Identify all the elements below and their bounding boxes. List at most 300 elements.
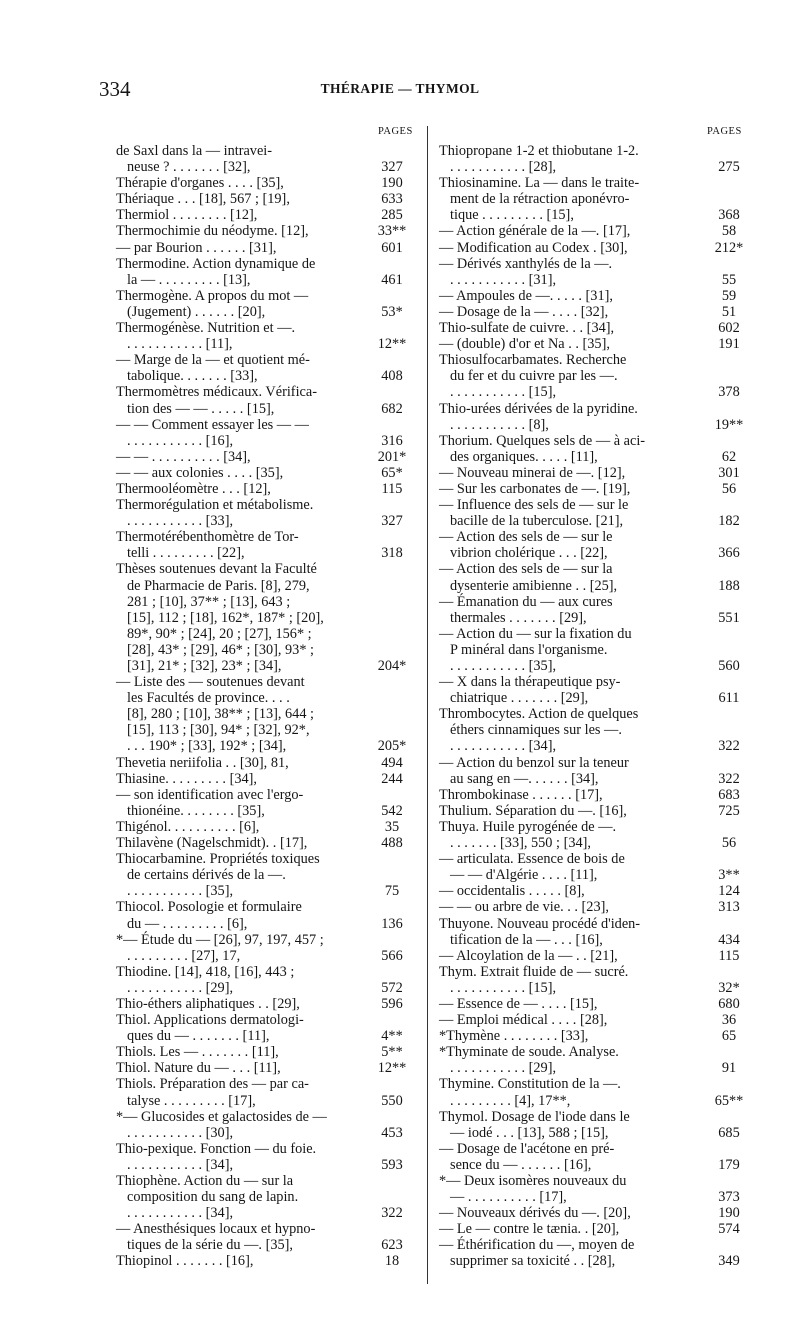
entry-text: Thuya. Huile pyrogénée de —. (439, 818, 617, 835)
entry-page-number: 188 (718, 577, 740, 594)
entry-page-number: 611 (718, 690, 740, 707)
entry-page-number: 285 (381, 207, 403, 224)
column-divider (427, 126, 428, 1284)
entry-text: thionéine. . . . . . . . [35], (127, 802, 265, 819)
entry-text: Thio-urées dérivées de la pyridine. (439, 400, 638, 417)
entry-text: . . . . . . . . . . . [33], (127, 513, 234, 530)
index-entry-line (439, 449, 753, 465)
entry-text: supprimer sa toxicité . . [28], (450, 1253, 616, 1270)
entry-text: — Action du benzol sur la teneur (439, 754, 629, 771)
entry-text: . . . . . . . . . . . [15], (450, 979, 557, 996)
entry-text: . . . . . . . . . . . [29], (127, 979, 234, 996)
entry-page-number: 212* (714, 239, 744, 256)
entry-text: Thermorégulation et métabolisme. (116, 497, 314, 514)
index-entry-line (116, 272, 416, 288)
entry-text: tion des — — . . . . . [15], (127, 400, 275, 417)
entry-text: — Émanation du — aux cures (439, 593, 613, 610)
entry-text: [31], 21* ; [32], 23* ; [34], (127, 658, 282, 674)
entry-text: Thorium. Quelques sels de — à aci- (439, 432, 646, 449)
index-entry-line (439, 256, 753, 272)
entry-text: — Ampoules de —. . . . . [31], (439, 287, 613, 304)
entry-page-number: 4** (381, 1028, 403, 1045)
entry-page-number: 301 (718, 464, 740, 481)
entry-page-number: 191 (718, 336, 740, 353)
index-entry-line (116, 1253, 416, 1269)
entry-page-number: 58 (721, 223, 737, 240)
index-entry-line (439, 1028, 753, 1044)
entry-page-number: 551 (718, 609, 740, 626)
index-entry-line (116, 240, 416, 256)
index-entry-line (439, 191, 753, 207)
entry-text: 281 ; [10], 37** ; [13], 643 ; (127, 593, 291, 610)
entry-page-number: 488 (381, 835, 403, 852)
index-entry-line (116, 513, 416, 529)
index-entry-line (116, 320, 416, 336)
entry-text: *Thymène . . . . . . . . [33], (439, 1028, 589, 1045)
entry-text: Thymol. Dosage de l'iode dans le (439, 1108, 630, 1125)
index-entry-line (116, 771, 416, 787)
entry-text: — Le — contre le tænia. . [20], (439, 1221, 620, 1238)
entry-page-number: 19** (714, 416, 744, 433)
index-entry-line (439, 223, 753, 239)
entry-text: tique . . . . . . . . . [15], (450, 207, 574, 224)
entry-text: *Thyminate de soude. Analyse. (439, 1044, 619, 1061)
index-entry-line (116, 159, 416, 175)
entry-page-number: 275 (718, 159, 740, 176)
index-entry-line (116, 191, 416, 207)
index-entry-line (116, 851, 416, 867)
entry-text: Thiophène. Action du — sur la (116, 1173, 294, 1189)
entry-text: Thulium. Séparation du —. [16], (439, 802, 627, 819)
entry-text: — Action des sels de — sur la (439, 561, 613, 578)
entry-text: Thiodine. [14], 418, [16], 443 ; (116, 963, 295, 980)
index-entry-line (439, 352, 753, 368)
entry-text: Thiols. Les — . . . . . . . [11], (116, 1044, 279, 1061)
entry-page-number: 59 (721, 287, 737, 304)
index-entry-line (116, 674, 416, 690)
index-entry-line (439, 1205, 753, 1221)
index-entry-line (116, 755, 416, 771)
index-entry-line (116, 449, 416, 465)
entry-text: Thigénol. . . . . . . . . . [6], (116, 818, 260, 835)
index-entry-line (116, 1125, 416, 1141)
index-entry-line (116, 1060, 416, 1076)
index-entry-line (439, 1141, 753, 1157)
entry-page-number: 601 (381, 239, 403, 256)
index-entry-line (439, 1157, 753, 1173)
pages-column-label-right: PAGES (707, 126, 742, 137)
entry-text: . . . . . . . . . . . [30], (127, 1124, 234, 1141)
index-entry-line (116, 610, 416, 626)
entry-text: [8], 280 ; [10], 38** ; [13], 644 ; (127, 706, 315, 723)
index-entry-line (116, 481, 416, 497)
index-entry-line (439, 1060, 753, 1076)
entry-page-number: 91 (721, 1060, 737, 1077)
index-entry-line (116, 1189, 416, 1205)
index-entry-line (439, 513, 753, 529)
index-entry-line (116, 658, 416, 674)
entry-text: — iodé . . . [13], 588 ; [15], (450, 1124, 609, 1141)
index-entry-line (439, 465, 753, 481)
index-entry-line (439, 738, 753, 754)
entry-text: . . . . . . . . . . . [15], (450, 384, 557, 401)
index-entry-line (116, 529, 416, 545)
entry-text: thermales . . . . . . . [29], (450, 609, 587, 626)
index-entry-line (116, 256, 416, 272)
entry-text: Thiocol. Posologie et formulaire (116, 899, 302, 916)
entry-text: du — . . . . . . . . . [6], (127, 915, 248, 932)
entry-text: — — aux colonies . . . . [35], (116, 464, 284, 481)
index-entry-line (116, 352, 416, 368)
index-entry-line (439, 948, 753, 964)
entry-page-number: 680 (718, 995, 740, 1012)
entry-page-number: 190 (718, 1205, 740, 1222)
entry-text: Thymine. Constitution de la —. (439, 1076, 621, 1093)
entry-text: — Essence de — . . . . [15], (439, 995, 598, 1012)
index-entry-line (439, 803, 753, 819)
entry-text: — articulata. Essence de bois de (439, 851, 625, 868)
index-entry-line (116, 835, 416, 851)
index-entry-line (116, 1157, 416, 1173)
index-entry-line (116, 948, 416, 964)
index-entry-line (439, 690, 753, 706)
entry-text: Thio-pexique. Fonction — du foie. (116, 1140, 317, 1157)
index-entry-line (116, 594, 416, 610)
entry-page-number: 327 (381, 159, 403, 176)
index-entry-line (439, 706, 753, 722)
entry-text: — Action des sels de — sur le (439, 529, 613, 546)
entry-text: — Emploi médical . . . . [28], (439, 1012, 608, 1029)
index-entry-line (116, 368, 416, 384)
entry-text: — Sur les carbonates de —. [19], (439, 480, 631, 497)
index-entry-line (439, 368, 753, 384)
entry-page-number: 596 (381, 995, 403, 1012)
index-entry-line (439, 1093, 753, 1109)
entry-page-number: 136 (381, 915, 403, 932)
index-entry-line (439, 996, 753, 1012)
entry-text: tiques de la série du —. [35], (127, 1237, 293, 1254)
index-entry-line (439, 867, 753, 883)
entry-text: de Pharmacie de Paris. [8], 279, (127, 577, 310, 594)
entry-text: Thym. Extrait fluide de — sucré. (439, 963, 629, 980)
entry-text: Thiol. Nature du — . . . [11], (116, 1060, 281, 1077)
index-entry-line (439, 159, 753, 175)
entry-text: — Anesthésiques locaux et hypno- (116, 1221, 316, 1238)
index-entry-line (116, 738, 416, 754)
entry-text: Thermogénèse. Nutrition et —. (116, 320, 296, 337)
index-entry-line (116, 964, 416, 980)
entry-page-number: 33** (377, 223, 407, 240)
entry-text: chiatrique . . . . . . . [29], (450, 690, 589, 707)
entry-page-number: 204* (377, 658, 407, 674)
entry-text: *— Glucosides et galactosides de — (116, 1108, 327, 1125)
entry-text: au sang en —. . . . . . [34], (450, 770, 599, 787)
entry-page-number: 542 (381, 802, 403, 819)
index-entry-line (439, 561, 753, 577)
index-entry-line (439, 401, 753, 417)
entry-text: 89*, 90* ; [24], 20 ; [27], 156* ; (127, 625, 312, 642)
entry-page-number: 115 (718, 947, 740, 964)
index-entry-line (116, 143, 416, 159)
index-entry-line (439, 336, 753, 352)
entry-text: . . . . . . . . . . . [16], (127, 432, 234, 449)
index-entry-line (439, 851, 753, 867)
index-entry-line (439, 240, 753, 256)
entry-text: Thrombokinase . . . . . . [17], (439, 786, 603, 803)
entry-text: Thermodine. Action dynamique de (116, 255, 316, 272)
entry-text: Thérapie d'organes . . . . [35], (116, 175, 284, 192)
index-entry-line (439, 642, 753, 658)
index-entry-line (116, 1044, 416, 1060)
entry-page-number: 366 (718, 545, 740, 562)
index-entry-line (439, 755, 753, 771)
entry-text: Thermogène. A propos du mot — (116, 287, 309, 304)
index-entry-line (116, 207, 416, 223)
entry-text: — . . . . . . . . . . [17], (450, 1189, 567, 1206)
entry-text: — — Comment essayer les — — (116, 416, 309, 433)
index-entry-line (116, 223, 416, 239)
index-entry-line (116, 1028, 416, 1044)
entry-page-number: 18 (384, 1253, 400, 1270)
entry-text: talyse . . . . . . . . . [17], (127, 1092, 256, 1109)
entry-text: P minéral dans l'organisme. (450, 641, 608, 658)
entry-text: . . . . . . . . . . . [29], (450, 1060, 557, 1077)
entry-text: Thermotérébenthomètre de Tor- (116, 529, 299, 546)
index-entry-line (116, 578, 416, 594)
entry-page-number: 56 (721, 480, 737, 497)
entry-text: Thiopinol . . . . . . . [16], (116, 1253, 254, 1270)
index-entry-line (439, 304, 753, 320)
entry-page-number: 572 (381, 979, 403, 996)
index-entry-line (116, 787, 416, 803)
entry-page-number: 313 (718, 899, 740, 916)
index-entry-line (116, 932, 416, 948)
entry-page-number: 602 (718, 320, 740, 337)
entry-text: — X dans la thérapeutique psy- (439, 674, 621, 691)
entry-text: — Dosage de la — . . . . [32], (439, 303, 609, 320)
entry-text: Thermiol . . . . . . . . [12], (116, 207, 258, 224)
entry-text: — (double) d'or et Na . . [35], (439, 336, 610, 353)
entry-text: [15], 113 ; [30], 94* ; [32], 92*, (127, 722, 310, 739)
entry-text: — Nouveaux dérivés du —. [20], (439, 1205, 631, 1222)
entry-text: — Marge de la — et quotient mé- (116, 352, 310, 369)
index-entry-line (439, 1109, 753, 1125)
entry-page-number: 62 (721, 448, 737, 465)
index-entry-line (439, 384, 753, 400)
entry-page-number: 205* (377, 738, 407, 755)
index-entry-line (116, 1205, 416, 1221)
index-entry-line (116, 561, 416, 577)
entry-text: vibrion cholérique . . . [22], (450, 545, 608, 562)
entry-page-number: 550 (381, 1092, 403, 1109)
entry-page-number: 12** (377, 1060, 407, 1077)
entry-page-number: 623 (381, 1237, 403, 1254)
entry-text: . . . . . . . . . . . [34], (127, 1156, 234, 1173)
index-entry-line (116, 980, 416, 996)
entry-text: — — . . . . . . . . . . [34], (116, 448, 251, 465)
entry-text: neuse ? . . . . . . . [32], (127, 159, 251, 176)
entry-page-number: 5** (381, 1044, 403, 1061)
entry-page-number: 322 (718, 738, 740, 755)
entry-page-number: 65 (721, 1028, 737, 1045)
entry-page-number: 560 (718, 658, 740, 674)
entry-text: Thiasine. . . . . . . . . [34], (116, 770, 257, 787)
entry-text: Thiol. Applications dermatologi- (116, 1012, 304, 1029)
entry-text: Thio-sulfate de cuivre. . . [34], (439, 320, 615, 337)
entry-text: [28], 43* ; [29], 46* ; [30], 93* ; (127, 641, 315, 658)
index-entry-line (439, 288, 753, 304)
index-entry-line (116, 916, 416, 932)
entry-text: *— Étude du — [26], 97, 197, 457 ; (116, 931, 324, 948)
index-entry-line (439, 143, 753, 159)
entry-page-number: 53* (381, 303, 403, 320)
index-entry-line (439, 320, 753, 336)
index-entry-line (116, 384, 416, 400)
entry-text: . . . . . . . . . [27], 17, (127, 947, 241, 964)
entry-text: — — ou arbre de vie. . . [23], (439, 899, 609, 916)
entry-page-number: 461 (381, 271, 403, 288)
entry-text: Thermomètres médicaux. Vérifica- (116, 384, 317, 401)
index-entry-line (439, 1125, 753, 1141)
entry-text: . . . . . . . . . . . [8], (450, 416, 549, 433)
index-entry-line (116, 867, 416, 883)
entry-text: Thermochimie du néodyme. [12], (116, 223, 309, 240)
entry-page-number: 633 (381, 191, 403, 208)
index-entry-line (116, 497, 416, 513)
entry-text: — Influence des sels de — sur le (439, 497, 629, 514)
index-entry-line (116, 1173, 416, 1189)
entry-text: . . . . . . . . . . . [28], (450, 159, 557, 176)
entry-text: . . . . . . . . . . . [35], (450, 658, 557, 674)
entry-page-number: 349 (718, 1253, 740, 1270)
entry-text: — — d'Algérie . . . . [11], (450, 867, 598, 884)
index-entry-line (116, 626, 416, 642)
entry-page-number: 453 (381, 1124, 403, 1141)
entry-text: Thio-éthers aliphatiques . . [29], (116, 995, 300, 1012)
entry-page-number: 322 (381, 1205, 403, 1222)
entry-text: les Facultés de province. . . . (127, 690, 290, 707)
index-entry-line (439, 980, 753, 996)
index-entry-line (439, 529, 753, 545)
entry-page-number: 36 (721, 1012, 737, 1029)
index-entry-line (116, 819, 416, 835)
index-entry-line (439, 594, 753, 610)
index-entry-line (439, 771, 753, 787)
entry-text: . . . . . . . . . [4], 17**, (450, 1092, 571, 1109)
entry-page-number: 201* (377, 448, 407, 465)
index-entry-line (116, 642, 416, 658)
index-entry-line (439, 1012, 753, 1028)
entry-page-number: 725 (718, 802, 740, 819)
index-entry-line (116, 545, 416, 561)
entry-page-number: 574 (718, 1221, 740, 1238)
index-entry-line (439, 932, 753, 948)
entry-text: composition du sang de lapin. (127, 1189, 299, 1206)
index-entry-line (116, 706, 416, 722)
entry-page-number: 682 (381, 400, 403, 417)
entry-text: . . . . . . . . . . . [34], (450, 738, 557, 755)
entry-text: Thèses soutenues devant la Faculté (116, 561, 317, 578)
index-entry-line (439, 272, 753, 288)
index-entry-line (439, 1044, 753, 1060)
entry-text: Thériaque . . . [18], 567 ; [19], (116, 191, 290, 208)
entry-text: de Saxl dans la — intravei- (116, 143, 273, 159)
entry-page-number: 685 (718, 1124, 740, 1141)
entry-text: des organiques. . . . . [11], (450, 448, 598, 465)
entry-text: Thermooléomètre . . . [12], (116, 480, 271, 497)
entry-text: Thuyone. Nouveau procédé d'iden- (439, 915, 641, 932)
entry-page-number: 35 (384, 818, 400, 835)
index-entry-line (116, 401, 416, 417)
index-entry-line (439, 658, 753, 674)
entry-text: (Jugement) . . . . . . [20], (127, 303, 266, 320)
index-entry-line (439, 674, 753, 690)
index-entry-line (116, 1012, 416, 1028)
entry-text: ques du — . . . . . . . [11], (127, 1028, 270, 1045)
entry-page-number: 368 (718, 207, 740, 224)
index-entry-line (439, 1189, 753, 1205)
entry-page-number: 51 (721, 303, 737, 320)
index-entry-line (439, 417, 753, 433)
entry-text: . . . . . . . . . . . [31], (450, 271, 557, 288)
entry-text: . . . . . . . . . . . [35], (127, 883, 234, 900)
entry-page-number: 408 (381, 368, 403, 385)
entry-text: — Nouveau minerai de —. [12], (439, 464, 626, 481)
page-header (0, 78, 800, 100)
index-entry-line (439, 481, 753, 497)
index-entry-line (439, 207, 753, 223)
entry-page-number: 179 (718, 1156, 740, 1173)
entry-page-number: 65** (714, 1092, 744, 1109)
entry-page-number: 316 (381, 432, 403, 449)
entry-text: dysenterie amibienne . . [25], (450, 577, 618, 594)
entry-text: — Modification au Codex . [30], (439, 239, 628, 256)
entry-text: de certains dérivés de la —. (127, 867, 286, 884)
index-entry-line (439, 1237, 753, 1253)
entry-text: — Action générale de la —. [17], (439, 223, 631, 240)
index-entry-line (439, 916, 753, 932)
index-entry-line (116, 304, 416, 320)
index-entry-line (439, 722, 753, 738)
entry-text: la — . . . . . . . . . [13], (127, 271, 251, 288)
index-entry-line (439, 1076, 753, 1092)
index-entry-line (116, 288, 416, 304)
index-entry-line (116, 465, 416, 481)
entry-page-number: 12** (377, 336, 407, 353)
entry-text: — Action du — sur la fixation du (439, 625, 632, 642)
entry-page-number: 318 (381, 545, 403, 562)
entry-text: Thiopropane 1-2 et thiobutane 1-2. (439, 143, 639, 159)
index-entry-line (116, 1109, 416, 1125)
entry-text: — son identification avec l'ergo- (116, 786, 304, 803)
entry-page-number: 378 (718, 384, 740, 401)
entry-page-number: 65* (381, 464, 403, 481)
entry-page-number: 182 (718, 513, 740, 530)
entry-text: Thiocarbamine. Propriétés toxiques (116, 851, 320, 868)
entry-page-number: 190 (381, 175, 403, 192)
entry-page-number: 322 (718, 770, 740, 787)
index-entry-line (439, 1173, 753, 1189)
entry-text: — Dérivés xanthylés de la —. (439, 255, 613, 272)
entry-page-number: 566 (381, 947, 403, 964)
index-entry-line (439, 545, 753, 561)
index-entry-line (116, 1093, 416, 1109)
index-entry-line (439, 1221, 753, 1237)
index-entry-line (116, 883, 416, 899)
entry-page-number: 244 (381, 770, 403, 787)
index-entry-line (116, 899, 416, 915)
entry-text: tabolique. . . . . . . [33], (127, 368, 258, 385)
